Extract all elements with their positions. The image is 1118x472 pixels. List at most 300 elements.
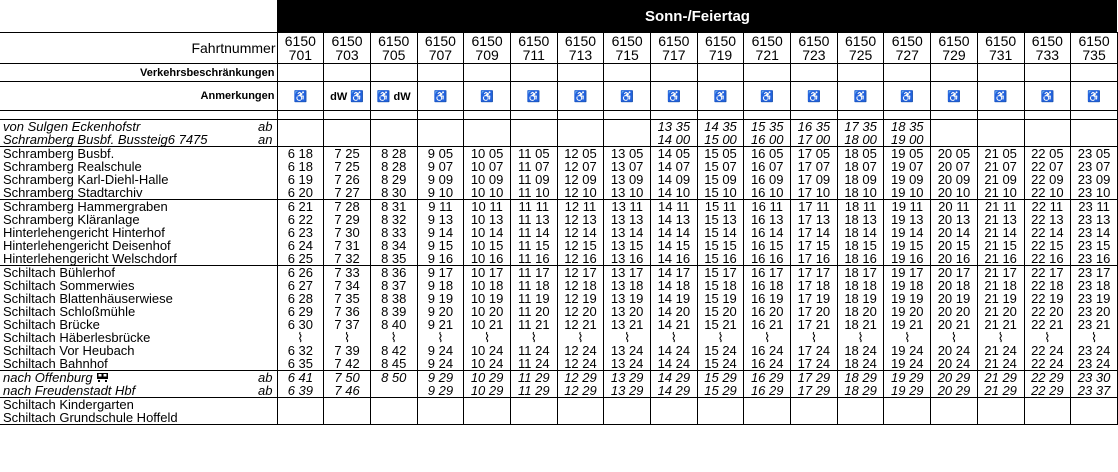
time-cell: 17 29 [791, 371, 838, 385]
time-cell: 22 09 [1024, 173, 1071, 186]
stop-name [0, 384, 277, 398]
time-cell: 9 11 [417, 200, 464, 214]
trip-run: 729 [942, 47, 966, 63]
time-cell: 15 17 [697, 266, 744, 280]
restriction-cell [370, 64, 417, 82]
time-cell: 10 14 [464, 226, 511, 239]
time-cell: 19 29 [884, 384, 931, 398]
trip-line: 6150 [985, 33, 1017, 49]
time-cell: 16 24 [744, 344, 791, 357]
time-cell: 8 35 [370, 252, 417, 266]
time-cell: 19 13 [884, 213, 931, 226]
time-cell: 17 21 [791, 318, 838, 331]
time-cell: 15 24 [697, 344, 744, 357]
time-cell: 16 05 [744, 147, 791, 161]
time-cell: 23 10 [1071, 186, 1118, 200]
time-cell: 17 18 [791, 279, 838, 292]
time-cell: 23 16 [1071, 252, 1118, 266]
time-cell: 19 17 [884, 266, 931, 280]
time-cell: 19 21 [884, 318, 931, 331]
time-cell: ⌇ [370, 331, 417, 344]
time-cell: 9 09 [417, 173, 464, 186]
time-cell: 7 25 [324, 147, 371, 161]
trip-line: 6150 [798, 33, 830, 49]
time-cell: 20 24 [931, 357, 978, 371]
time-cell: ⌇ [931, 331, 978, 344]
time-cell [744, 411, 791, 425]
time-cell: 13 14 [604, 226, 651, 239]
time-cell: 9 20 [417, 305, 464, 318]
time-cell [370, 398, 417, 412]
time-cell: 11 07 [510, 160, 557, 173]
time-cell: 18 16 [837, 252, 884, 266]
restriction-cell [744, 64, 791, 82]
time-cell: 14 21 [651, 318, 698, 331]
time-cell: 18 35 [884, 120, 931, 134]
time-cell [557, 133, 604, 147]
trip-run: 723 [802, 47, 826, 63]
time-cell: 7 35 [324, 292, 371, 305]
day-type-header: Sonn-/Feiertag [277, 0, 1117, 33]
time-cell: 14 10 [651, 186, 698, 200]
trip-line: 6150 [1078, 33, 1110, 49]
stop-name: Hinterlehengericht Deisenhof [0, 239, 277, 252]
time-cell: 23 19 [1071, 292, 1118, 305]
time-cell: ⌇ [1071, 331, 1118, 344]
note-cell: ♿ [510, 82, 557, 111]
time-cell: 18 21 [837, 318, 884, 331]
time-cell: 19 20 [884, 305, 931, 318]
time-cell: 16 24 [744, 357, 791, 371]
time-cell: 22 15 [1024, 239, 1071, 252]
stop-name: Hinterlehengericht Hinterhof [0, 226, 277, 239]
time-cell [324, 133, 371, 147]
time-cell: 14 05 [651, 147, 698, 161]
stop-name: Schiltach Bahnhof [0, 357, 277, 371]
time-cell: 11 13 [510, 213, 557, 226]
time-cell [744, 398, 791, 412]
trip-number [510, 33, 557, 64]
note-cell: dW ♿ [324, 82, 371, 111]
time-cell: 17 05 [791, 147, 838, 161]
time-cell: 21 24 [977, 344, 1024, 357]
note-cell: ♿ [931, 82, 978, 111]
time-cell [1071, 120, 1118, 134]
time-cell: 21 07 [977, 160, 1024, 173]
restriction-cell [1024, 64, 1071, 82]
time-cell: 15 29 [697, 384, 744, 398]
stop-label: Schramberg Busbf. Bussteig6 7475 [3, 132, 208, 147]
time-cell [977, 398, 1024, 412]
time-cell: 10 10 [464, 186, 511, 200]
time-cell: 9 13 [417, 213, 464, 226]
time-cell: 20 19 [931, 292, 978, 305]
time-cell: 20 15 [931, 239, 978, 252]
time-cell [791, 411, 838, 425]
time-cell [510, 120, 557, 134]
time-cell: 18 13 [837, 213, 884, 226]
time-cell: ⌇ [324, 331, 371, 344]
time-cell: 8 31 [370, 200, 417, 214]
time-cell: 23 14 [1071, 226, 1118, 239]
time-cell: ⌇ [977, 331, 1024, 344]
time-cell: 21 14 [977, 226, 1024, 239]
time-cell: 9 14 [417, 226, 464, 239]
time-cell: 11 09 [510, 173, 557, 186]
time-cell: 16 29 [744, 371, 791, 385]
time-cell: ⌇ [1024, 331, 1071, 344]
stop-name: Schramberg Karl-Diehl-Halle [0, 173, 277, 186]
trip-run: 711 [522, 47, 545, 63]
time-cell: 15 19 [697, 292, 744, 305]
time-cell: 20 11 [931, 200, 978, 214]
time-cell [557, 411, 604, 425]
time-cell [1024, 120, 1071, 134]
restriction-cell [651, 64, 698, 82]
time-cell: 12 17 [557, 266, 604, 280]
time-cell: ⌇ [837, 331, 884, 344]
time-cell: 16 15 [744, 239, 791, 252]
time-cell: 9 24 [417, 357, 464, 371]
gap-cell [370, 111, 417, 120]
time-cell: 11 29 [510, 384, 557, 398]
restriction-cell [1071, 64, 1118, 82]
time-cell: 17 35 [837, 120, 884, 134]
time-cell: ⌇ [417, 331, 464, 344]
restriction-cell [417, 64, 464, 82]
time-cell: 11 14 [510, 226, 557, 239]
restrictions-label: Verkehrsbeschränkungen [0, 64, 277, 82]
time-cell [277, 133, 324, 147]
time-cell: 14 15 [651, 239, 698, 252]
trip-number [1071, 33, 1118, 64]
time-cell: 18 24 [837, 357, 884, 371]
arrival-departure-marker: an [258, 132, 273, 147]
time-cell: 20 21 [931, 318, 978, 331]
note-cell: ♿ [464, 82, 511, 111]
time-cell: 22 07 [1024, 160, 1071, 173]
time-cell [1071, 133, 1118, 147]
time-cell: 6 23 [277, 226, 324, 239]
time-cell: 9 18 [417, 279, 464, 292]
time-cell: ⌇ [604, 331, 651, 344]
time-cell: 13 21 [604, 318, 651, 331]
trip-run: 713 [568, 47, 593, 63]
time-cell: 8 39 [370, 305, 417, 318]
time-cell: 14 29 [651, 384, 698, 398]
time-cell: 8 30 [370, 186, 417, 200]
time-cell: 17 19 [791, 292, 838, 305]
time-cell: 10 16 [464, 252, 511, 266]
trip-line: 6150 [704, 33, 737, 49]
time-cell: 17 07 [791, 160, 838, 173]
time-cell: 7 36 [324, 305, 371, 318]
time-cell: 14 24 [651, 357, 698, 371]
restriction-cell [837, 64, 884, 82]
time-cell: 15 18 [697, 279, 744, 292]
restriction-cell [931, 64, 978, 82]
time-cell: 10 09 [464, 173, 511, 186]
time-cell: 21 29 [977, 371, 1024, 385]
stop-name: Schiltach Häberlesbrücke [0, 331, 277, 344]
time-cell: 13 15 [604, 239, 651, 252]
time-cell: 17 00 [791, 133, 838, 147]
time-cell: 15 20 [697, 305, 744, 318]
time-cell: 22 16 [1024, 252, 1071, 266]
time-cell: 12 13 [557, 213, 604, 226]
trip-number [884, 33, 931, 64]
time-cell [464, 133, 511, 147]
time-cell: 9 29 [417, 384, 464, 398]
gap-cell [277, 111, 324, 120]
time-cell [324, 120, 371, 134]
time-cell [604, 398, 651, 412]
time-cell: 20 29 [931, 384, 978, 398]
time-cell: 12 15 [557, 239, 604, 252]
trip-number [277, 33, 324, 64]
trip-line: 6150 [471, 33, 503, 49]
note-cell: ♿ [1024, 82, 1071, 111]
time-cell: 22 14 [1024, 226, 1071, 239]
stop-name: Schiltach Blattenhäuserwiese [0, 292, 277, 305]
time-cell: 15 16 [697, 252, 744, 266]
time-cell: 23 21 [1071, 318, 1118, 331]
time-cell: 18 00 [837, 133, 884, 147]
time-cell: 10 20 [464, 305, 511, 318]
trip-run: 735 [1082, 47, 1106, 63]
time-cell: 11 29 [510, 371, 557, 385]
time-cell: 13 24 [604, 357, 651, 371]
time-cell [464, 411, 511, 425]
time-cell: ⌇ [510, 331, 557, 344]
time-cell: 9 07 [417, 160, 464, 173]
time-cell: 7 37 [324, 318, 371, 331]
note-cell: ♿ [977, 82, 1024, 111]
time-cell: 18 20 [837, 305, 884, 318]
trip-number [464, 33, 511, 64]
trip-number [837, 33, 884, 64]
time-cell: 22 29 [1024, 384, 1071, 398]
time-cell: 18 17 [837, 266, 884, 280]
note-cell: ♿ [884, 82, 931, 111]
time-cell: 15 13 [697, 213, 744, 226]
time-cell: 19 10 [884, 186, 931, 200]
time-cell: 7 31 [324, 239, 371, 252]
time-cell [464, 398, 511, 412]
arrival-departure-marker: ab [258, 119, 273, 134]
time-cell: 22 13 [1024, 213, 1071, 226]
trip-line: 6150 [331, 33, 363, 49]
time-cell: 7 29 [324, 213, 371, 226]
note-cell: ♿ [604, 82, 651, 111]
time-cell [651, 398, 698, 412]
time-cell: 11 15 [510, 239, 557, 252]
time-cell: 10 05 [464, 147, 511, 161]
stop-name [0, 371, 277, 385]
time-cell: 8 37 [370, 279, 417, 292]
time-cell: 21 21 [977, 318, 1024, 331]
trip-line: 6150 [518, 33, 550, 49]
time-cell: 21 19 [977, 292, 1024, 305]
time-cell [977, 133, 1024, 147]
time-cell: 17 09 [791, 173, 838, 186]
time-cell: 18 29 [837, 371, 884, 385]
time-cell: 14 17 [651, 266, 698, 280]
time-cell: 12 16 [557, 252, 604, 266]
trip-line: 6150 [564, 33, 597, 49]
time-cell: 17 13 [791, 213, 838, 226]
time-cell: 16 18 [744, 279, 791, 292]
time-cell: 6 39 [277, 384, 324, 398]
time-cell: 11 10 [510, 186, 557, 200]
time-cell: 22 24 [1024, 357, 1071, 371]
time-cell: 19 00 [884, 133, 931, 147]
time-cell: 10 21 [464, 318, 511, 331]
time-cell: 7 27 [324, 186, 371, 200]
time-cell: 12 24 [557, 344, 604, 357]
time-cell: 22 20 [1024, 305, 1071, 318]
time-cell: 16 11 [744, 200, 791, 214]
stop-name: Schramberg Realschule [0, 160, 277, 173]
time-cell [324, 398, 371, 412]
time-cell: 20 14 [931, 226, 978, 239]
time-cell: 19 18 [884, 279, 931, 292]
fahrtnummer-label: Fahrtnummer [0, 33, 277, 64]
time-cell: 22 05 [1024, 147, 1071, 161]
trip-number [370, 33, 417, 64]
time-cell: 19 19 [884, 292, 931, 305]
trip-run: 703 [335, 47, 359, 63]
time-cell: 7 32 [324, 252, 371, 266]
time-cell: 11 24 [510, 357, 557, 371]
time-cell: 12 10 [557, 186, 604, 200]
time-cell: 9 29 [417, 371, 464, 385]
time-cell: 13 09 [604, 173, 651, 186]
stop-name: Schiltach Bühlerhof [0, 266, 277, 280]
time-cell [277, 411, 324, 425]
trip-run: 701 [288, 47, 313, 63]
time-cell: 16 10 [744, 186, 791, 200]
time-cell [370, 133, 417, 147]
time-cell: 23 24 [1071, 344, 1118, 357]
time-cell: 6 28 [277, 292, 324, 305]
time-cell: 18 07 [837, 160, 884, 173]
trip-run: 725 [848, 47, 873, 63]
time-cell: 21 05 [977, 147, 1024, 161]
time-cell: 10 18 [464, 279, 511, 292]
time-cell: 17 14 [791, 226, 838, 239]
time-cell: 12 24 [557, 357, 604, 371]
trip-run: 733 [1035, 47, 1060, 63]
time-cell [417, 133, 464, 147]
time-cell [884, 398, 931, 412]
stop-label: von Sulgen Eckenhofstr [3, 119, 141, 134]
time-cell: 23 30 [1071, 371, 1118, 385]
time-cell [931, 133, 978, 147]
time-cell: 22 11 [1024, 200, 1071, 214]
time-cell: 14 14 [651, 226, 698, 239]
time-cell [977, 411, 1024, 425]
time-cell [697, 398, 744, 412]
time-cell: 7 50 [324, 371, 371, 385]
trip-line: 6150 [611, 33, 643, 49]
time-cell: 23 05 [1071, 147, 1118, 161]
time-cell [464, 120, 511, 134]
note-cell: ♿ [651, 82, 698, 111]
time-cell [557, 398, 604, 412]
time-cell: 12 07 [557, 160, 604, 173]
stop-name: Schiltach Grundschule Hoffeld [0, 411, 277, 425]
time-cell: 20 13 [931, 213, 978, 226]
time-cell: ⌇ [651, 331, 698, 344]
stop-label: nach Offenburg [3, 370, 93, 385]
time-cell: 16 16 [744, 252, 791, 266]
time-cell: 22 18 [1024, 279, 1071, 292]
gap-cell [1024, 111, 1071, 120]
restriction-cell [791, 64, 838, 82]
time-cell: 13 19 [604, 292, 651, 305]
time-cell: 23 37 [1071, 384, 1118, 398]
restriction-cell [277, 64, 324, 82]
time-cell [1024, 133, 1071, 147]
time-cell: 7 25 [324, 160, 371, 173]
time-cell: 12 05 [557, 147, 604, 161]
time-cell: 19 24 [884, 357, 931, 371]
time-cell: 16 14 [744, 226, 791, 239]
time-cell: 6 26 [277, 266, 324, 280]
time-cell: 14 11 [651, 200, 698, 214]
trip-line: 6150 [938, 33, 970, 49]
header-blank [0, 0, 277, 33]
time-cell: 21 11 [977, 200, 1024, 214]
gap-cell [977, 111, 1024, 120]
arrival-departure-marker: ab [258, 370, 273, 385]
time-cell: 20 18 [931, 279, 978, 292]
time-cell [791, 398, 838, 412]
time-cell [604, 133, 651, 147]
trip-line: 6150 [751, 33, 783, 49]
time-cell: 7 34 [324, 279, 371, 292]
stop-name: Schiltach Brücke [0, 318, 277, 331]
time-cell: 15 21 [697, 318, 744, 331]
trip-line: 6150 [845, 33, 877, 49]
time-cell: 10 07 [464, 160, 511, 173]
trip-run: 715 [615, 47, 639, 63]
time-cell: 8 33 [370, 226, 417, 239]
time-cell: 10 19 [464, 292, 511, 305]
time-cell: 14 20 [651, 305, 698, 318]
time-cell: 16 29 [744, 384, 791, 398]
time-cell: 23 20 [1071, 305, 1118, 318]
time-cell: 11 11 [510, 200, 557, 214]
time-cell: 15 24 [697, 357, 744, 371]
time-cell: 22 29 [1024, 371, 1071, 385]
time-cell: 16 19 [744, 292, 791, 305]
time-cell: 20 17 [931, 266, 978, 280]
time-cell: 14 19 [651, 292, 698, 305]
restriction-cell [510, 64, 557, 82]
time-cell: 8 29 [370, 173, 417, 186]
time-cell: 11 05 [510, 147, 557, 161]
restriction-cell [884, 64, 931, 82]
time-cell: 19 07 [884, 160, 931, 173]
time-cell: 22 21 [1024, 318, 1071, 331]
time-cell: 18 18 [837, 279, 884, 292]
time-cell: 19 15 [884, 239, 931, 252]
gap-cell [557, 111, 604, 120]
time-cell: 18 10 [837, 186, 884, 200]
time-cell: 22 19 [1024, 292, 1071, 305]
